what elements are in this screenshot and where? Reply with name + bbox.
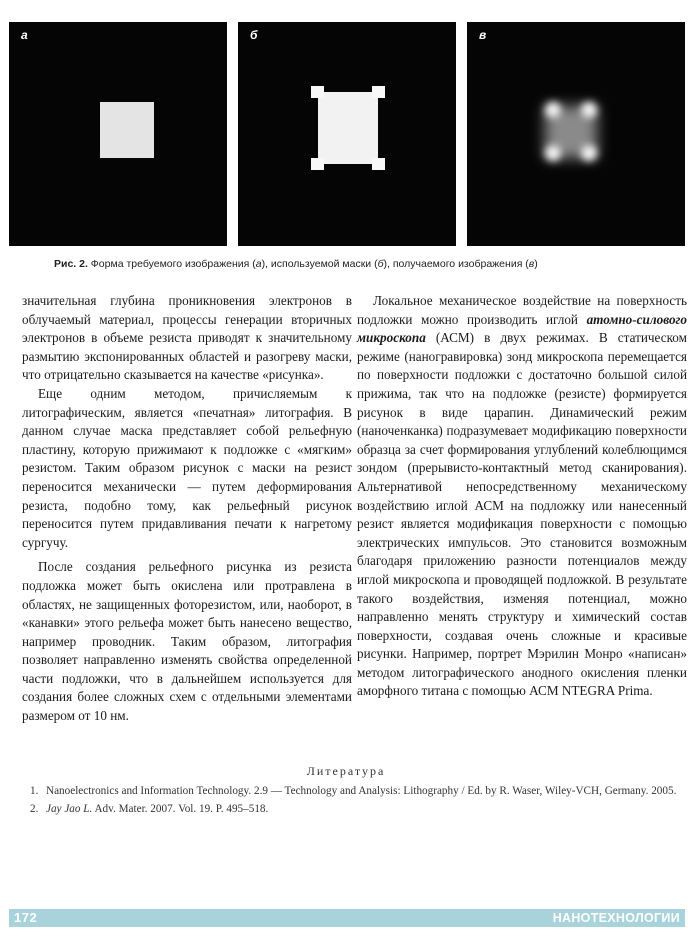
journal-name: НАНОТЕХНОЛОГИИ [552,911,680,925]
figure-caption [54,258,674,270]
left-column [22,292,352,726]
panel-c-resulting-image [467,22,685,246]
required-image-square [9,22,227,246]
reference-text: Adv. Mater. 2007. Vol. 19. P. 495–518. [92,803,269,815]
left-paragraph-1: значительная глубина проникновения электронов в облучаемый материал, процессы генерации вторичных электронов в объеме резиста приводят к значительному размытию экспонированных областей и разогреву маски, что отрицательно сказывается на качестве «рисунка». [22,293,352,383]
afm-term: атомно-силового микроскопа [357,311,687,346]
caption-text-2: ), используемой маски ( [261,258,378,270]
right-paragraph-1 [357,292,687,701]
resulting-image-blur [467,22,685,246]
panel-a-label: а [21,28,28,42]
panel-c-label: в [479,28,487,42]
figure-2 [9,22,685,247]
reference-number: 2. [30,803,39,815]
caption-text-1: Форма требуемого изображения ( [87,258,256,270]
right-text-1: Локальное механическое воздействие на поверхность подложки можно производить иглой [357,293,687,327]
mask-shape [238,22,456,246]
panel-a-required-image [9,22,227,246]
caption-text-3: ), получаемого изображения ( [383,258,529,270]
right-text-2: (АСМ) в двух режимах. В статическом режиме (наногравировка) зонд микроскопа перемещается по поверхности подложки с достаточно большой силой прижима, так что на подложке (резисте) формируется рисунок в виде царапин. Динамический режим (наноченканка) подразумевает модификацию поверхности образца за счет формирования углублений колеблющимся зондом (прерывисто-контактный метод сканирования). Альтернативой непосредственному механическому воздействию иглой АСМ на подложку или нанесенный резист является модификация поверхности с помощью электрических импульсов. Это становится возможным благодаря приложению разности потенциалов между иглой микроскопа и проводящей подложкой. В результате такого воздействия, изменяя потенциал, можно направленно менять структуру и химический состав поверхности, создавая очень сложные и красивые рисунки. Например, портрет Мэрилин Монро «написан» методом литографического анодного окисления пленки аморфного титана с помощью АСМ NTEGRA Prima. [357,330,687,699]
caption-prefix: Рис. 2. [54,258,88,270]
references-list [30,784,680,820]
page-number: 172 [14,910,38,925]
reference-author: Jay Jao L. [46,803,93,815]
panel-b-mask [238,22,456,246]
reference-item [30,784,680,799]
caption-text-4: ) [534,258,538,270]
caption-a: а [255,258,262,270]
reference-text: Nanoelectronics and Information Technology. 2.9 — Technology and Analysis: Lithography / Ed. by R. Waser, Wiley-VCH, Germany. 2005. [46,785,677,797]
right-column [357,292,687,701]
left-paragraph-3: После создания рельефного рисунка из резиста подложка может быть окислена или протравлена в областях, не защищенных фоторезистом, или, наоборот, в «канавки» этого рельефа может быть нанесено вещество, например проводник. Таким образом, литография позволяет направленно изменять свойства определенной части подложки, что в дальнейшем используется для создания более сложных схем с отдельными элементами размером от 10 нм. [22,559,352,724]
references-title: Литература [306,764,386,778]
reference-item [30,802,680,817]
caption-c: в [528,258,535,270]
left-paragraph-2: Еще одним методом, причисляемым к литографическим, является «печатная» литография. В данном случае маска представляет собой рельефную пластину, которую прижимают к подложке с «мягким» резистом. Таким образом рисунок с маски на резист переносится механически — путем деформирования резиста, подобно тому, как рельефный рисунок переносится путем придавливания печати к нагретому сургучу. [22,385,352,550]
caption-b: б [377,258,384,270]
panel-b-label: б [250,28,258,42]
reference-number: 1. [30,785,39,797]
